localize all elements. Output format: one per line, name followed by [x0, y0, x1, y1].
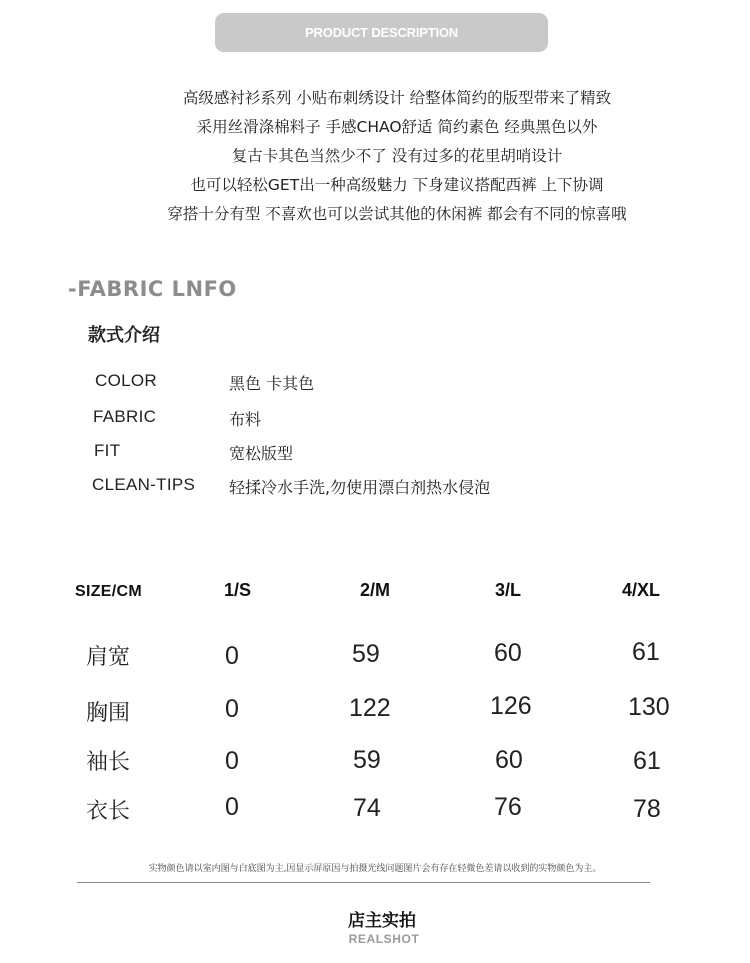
- info-row-color: [0, 371, 750, 395]
- info-value: 黑色 卡其色: [229, 374, 315, 393]
- size-column-header: 4/XL: [622, 580, 661, 600]
- description-line: 高级感衬衫系列 小贴布刺绣设计 给整体简约的版型带来了精致: [182, 89, 612, 107]
- size-cell: 126: [490, 692, 532, 720]
- size-cell: 0: [225, 642, 239, 670]
- info-key: COLOR: [95, 371, 157, 390]
- info-row-clean-tips: [0, 475, 750, 499]
- size-cell: 0: [225, 793, 239, 821]
- info-row-fabric: [0, 407, 750, 431]
- size-cell: 74: [353, 794, 381, 822]
- size-cell: 61: [633, 747, 661, 775]
- info-key: FIT: [94, 441, 121, 460]
- measurement-label: 肩宽: [86, 645, 131, 670]
- size-table-corner-label: SIZE/CM: [75, 583, 142, 600]
- size-cell: 59: [352, 640, 380, 668]
- size-cell: 0: [225, 747, 239, 775]
- fabric-info-heading: -FABRIC LNFO: [68, 277, 237, 301]
- info-value: 轻揉冷水手洗,勿使用漂白剂热水侵泡: [229, 478, 491, 497]
- info-row-fit: [0, 441, 750, 465]
- realshot-title: 店主实拍: [348, 911, 416, 931]
- description-line: 也可以轻松GET出一种高级魅力 下身建议搭配西裤 上下协调: [190, 176, 604, 194]
- color-disclaimer-note: 实物颜色请以室内图与白底图为主,因显示屏原因与拍摄光线问题图片会有存在轻微色差请以收到的实物颜色为主。: [148, 864, 602, 874]
- banner-label: PRODUCT DESCRIPTION: [305, 25, 458, 40]
- size-cell: 60: [495, 746, 523, 774]
- section-divider: [77, 882, 650, 883]
- size-cell: 78: [633, 795, 661, 823]
- size-cell: 61: [632, 638, 660, 666]
- size-column-header: 1/S: [224, 580, 252, 600]
- product-description-text: [0, 84, 750, 229]
- measurement-label: 袖长: [86, 750, 131, 775]
- description-line: 穿搭十分有型 不喜欢也可以尝试其他的休闲裤 都会有不同的惊喜哦: [167, 205, 627, 223]
- info-value: 宽松版型: [229, 444, 294, 463]
- size-cell: 59: [353, 746, 381, 774]
- size-column-header: 3/L: [495, 580, 522, 600]
- info-key: FABRIC: [93, 407, 157, 426]
- info-key: CLEAN-TIPS: [92, 475, 196, 494]
- description-line: 复古卡其色当然少不了 没有过多的花里胡哨设计: [231, 147, 563, 165]
- product-description-banner: [215, 13, 548, 52]
- style-intro-heading: 款式介绍: [88, 325, 160, 346]
- size-cell: 60: [494, 639, 522, 667]
- measurement-label: 衣长: [86, 799, 131, 824]
- size-cell: 0: [225, 695, 239, 723]
- size-column-header: 2/M: [360, 580, 391, 600]
- realshot-subtitle: REALSHOT: [348, 932, 420, 946]
- size-cell: 130: [628, 693, 670, 721]
- info-value: 布料: [229, 410, 262, 429]
- size-cell: 122: [349, 694, 391, 722]
- size-cell: 76: [494, 793, 522, 821]
- measurement-label: 胸围: [86, 701, 131, 726]
- description-line: 采用丝滑涤棉料子 手感CHAO舒适 简约素色 经典黑色以外: [196, 118, 598, 136]
